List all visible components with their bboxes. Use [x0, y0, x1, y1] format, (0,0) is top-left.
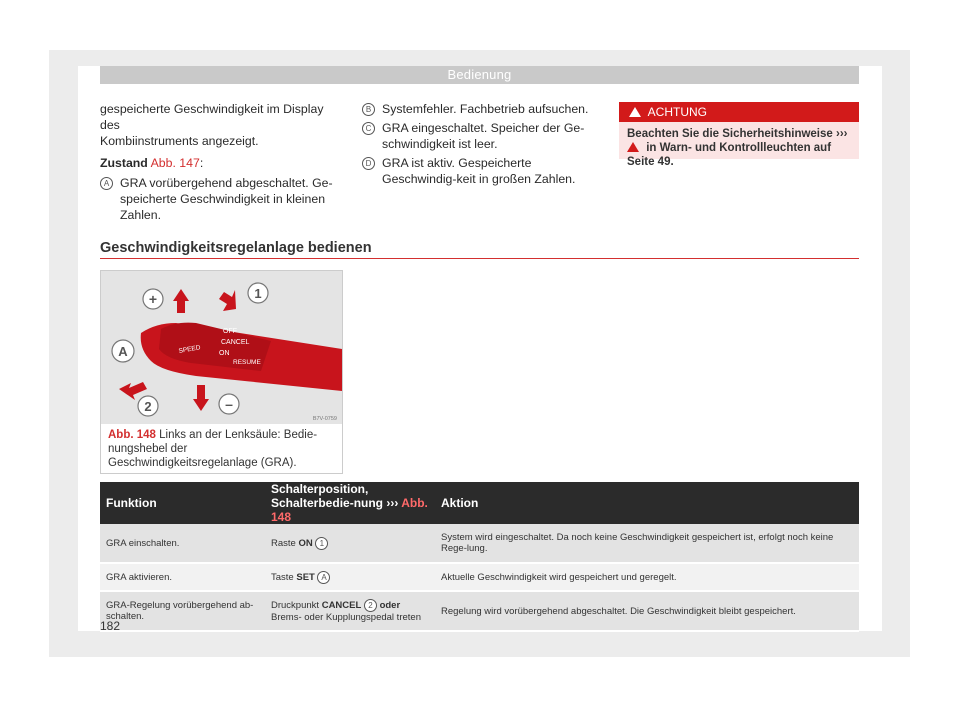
column-middle	[362, 101, 602, 187]
lever-text-resume: RESUME	[233, 359, 261, 366]
figure	[100, 270, 343, 474]
list-item	[100, 175, 345, 223]
page-header: Bedienung	[100, 66, 859, 84]
callout-badge: C	[362, 122, 375, 135]
text-line: Kombiinstruments angezeigt.	[100, 134, 259, 148]
warning-text-a[interactable]: Beachten Sie die Sicherheitshinweise ›››	[627, 128, 848, 140]
cell-funktion: GRA-Regelung vorübergehend ab-schalten.	[100, 591, 265, 631]
cell-funktion: GRA einschalten.	[100, 524, 265, 563]
figure-illustration	[101, 271, 342, 424]
figure-code: B7V-0759	[312, 416, 337, 422]
cell-aktion: Regelung wird vorübergehend abgeschaltet. Die Geschwindigkeit bleibt gespeichert.	[435, 591, 859, 631]
warning-triangle-icon	[629, 107, 641, 117]
figure-caption-ref: Abb. 148	[108, 429, 156, 441]
list-item-text: Systemfehler. Fachbetrieb aufsuchen.	[382, 102, 589, 116]
warning-header	[619, 102, 859, 122]
cell-schalter-key: ON	[298, 537, 313, 549]
figure-caption-text: Links an der Lenksäule: Bedie-nungshebel der Geschwindigkeitsregelanlage (GRA).	[108, 429, 318, 469]
section-title: Geschwindigkeitsregelanlage bedienen	[100, 240, 372, 256]
colon: :	[199, 156, 204, 170]
warning-box	[619, 102, 859, 168]
callout-badge: A	[317, 571, 330, 584]
header-schalter-ref[interactable]: Abb. 148	[271, 496, 428, 524]
cell-aktion: System wird eingeschaltet. Da noch keine Geschwindigkeit gespeichert ist, erfolgt noch keine Rege-lung.	[435, 524, 859, 563]
cell-aktion: Aktuelle Geschwindigkeit wird gespeichert und geregelt.	[435, 563, 859, 591]
list-item	[362, 120, 602, 152]
lever-illustration	[101, 271, 342, 424]
label-plus: +	[148, 291, 158, 307]
table-header-row	[100, 482, 859, 524]
callout-badge: 1	[315, 537, 328, 550]
warning-text-b[interactable]: in Warn- und Kontrollleuchten auf Seite 49.	[627, 142, 832, 168]
callout-badge: A	[100, 177, 113, 190]
table-row	[100, 563, 859, 591]
lever-text-speed: SPEED	[178, 344, 202, 355]
list-item-text: GRA vorübergehend abgeschaltet. Ge-speicherte Geschwindigkeit in kleinen Zahlen.	[120, 176, 333, 222]
label-minus: –	[225, 396, 233, 412]
cell-schalter-post: oder	[379, 600, 401, 612]
figure-caption	[108, 428, 338, 470]
cell-schalter-pre: Raste	[271, 537, 296, 549]
list-item-text: GRA eingeschaltet. Speicher der Ge-schwindigkeit ist leer.	[382, 121, 585, 151]
zustand-label: Zustand	[100, 156, 148, 170]
lever-text-on: ON	[219, 350, 230, 357]
cell-schalter-pre: Druckpunkt	[271, 600, 320, 612]
callout-badge: 2	[364, 599, 377, 612]
cell-schalter	[265, 563, 435, 591]
cell-schalter-line2: Brems- oder Kupplungspedal treten	[271, 612, 421, 623]
callout-badge: D	[362, 157, 375, 170]
text-line: gespeicherte Geschwindigkeit im Display des	[100, 102, 324, 132]
list-item-text: GRA ist aktiv. Gespeicherte Geschwindig-keit in großen Zahlen.	[382, 156, 576, 186]
cell-schalter	[265, 591, 435, 631]
header-funktion: Funktion	[100, 482, 265, 524]
section-divider	[100, 258, 859, 259]
warning-text	[619, 122, 859, 169]
list-item	[362, 101, 602, 117]
warning-title: ACHTUNG	[647, 105, 708, 119]
cell-schalter-pre: Taste	[271, 571, 294, 583]
table-row	[100, 591, 859, 631]
page-number: 182	[100, 619, 121, 633]
header-schalter	[265, 482, 435, 524]
header-schalter-text: Schalterposition, Schalterbedie-nung ›››	[271, 482, 399, 510]
warning-triangle-icon	[627, 142, 639, 152]
lever-text-cancel: CANCEL	[221, 339, 250, 346]
lever-text-off: OFF	[223, 328, 237, 335]
cell-schalter-key: SET	[296, 571, 315, 583]
column-left	[100, 101, 345, 223]
cell-schalter-key: CANCEL	[321, 600, 362, 612]
zustand-line	[100, 155, 345, 171]
cell-funktion: GRA aktivieren.	[100, 563, 265, 591]
callout-badge: B	[362, 103, 375, 116]
list-item	[362, 155, 602, 187]
label-a: A	[118, 344, 128, 359]
label-two: 2	[144, 399, 152, 414]
table-row	[100, 524, 859, 563]
figure-link[interactable]: Abb. 147	[150, 156, 200, 170]
cell-schalter	[265, 524, 435, 563]
function-table	[100, 482, 859, 632]
label-one: 1	[254, 286, 262, 301]
header-aktion: Aktion	[435, 482, 859, 524]
